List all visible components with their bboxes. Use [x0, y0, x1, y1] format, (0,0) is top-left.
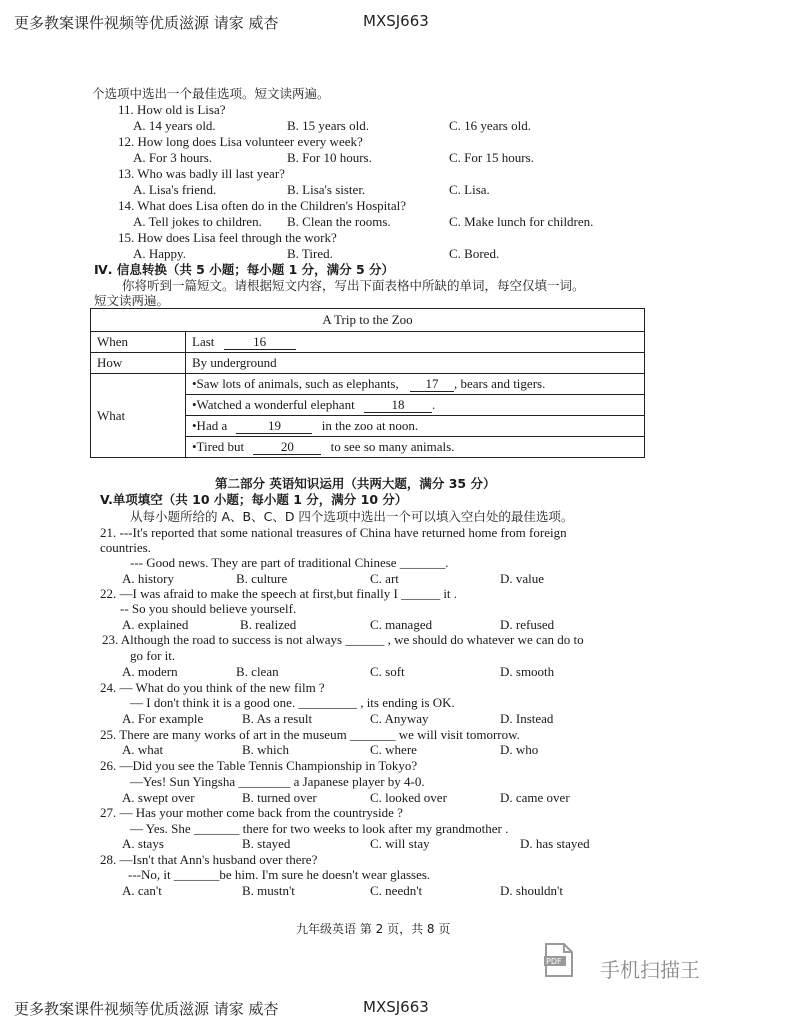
q28-line-1: 28. —Isn't that Ann's husband over there? [100, 852, 318, 867]
q22-option-b: B. realized [240, 617, 297, 632]
blank-20[interactable]: 20 [253, 440, 321, 455]
q23-line-1: 23. Although the road to success is not always ______ , we should do whatever we can do to [102, 632, 584, 647]
scanner-watermark: 手机扫描王 [600, 958, 700, 982]
q22-line-2: -- So you should believe yourself. [120, 601, 297, 616]
q25-line-1: 25. There are many works of art in the museum _______ we will visit tomorrow. [100, 727, 520, 742]
q26-option-c: C. looked over [370, 790, 447, 805]
q27-option-c: C. will stay [370, 836, 430, 851]
q21-line-3: --- Good news. They are part of traditional Chinese _______. [130, 555, 449, 570]
q26-option-b: B. turned over [242, 790, 317, 805]
q25-option-b: B. which [242, 742, 289, 757]
what-1-prefix: •Saw lots of animals, such as elephants, [192, 376, 399, 391]
q11-option-b: B. 15 years old. [287, 118, 369, 133]
table-label-how: How [91, 353, 186, 374]
header-code: MXSJ663 [363, 12, 429, 30]
q24-option-d: D. Instead [500, 711, 554, 726]
q26-line-1: 26. —Did you see the Table Tennis Championship in Tokyo? [100, 758, 418, 773]
reading-intro: 个选项中选出一个最佳选项。短文读两遍。 [92, 86, 330, 101]
page-number: 九年级英语 第 2 页，共 8 页 [296, 922, 451, 936]
q28-line-2: ---No, it _______be him. I'm sure he doesn't wear glasses. [128, 867, 431, 882]
q13-option-c: C. Lisa. [449, 182, 490, 197]
header-text: 更多教案课件视频等优质滋源 请家 威杏 [14, 14, 279, 32]
q12-option-b: B. For 10 hours. [287, 150, 372, 165]
q22-line-1: 22. —I was afraid to make the speech at first,but finally I ______ it . [100, 586, 458, 601]
what-2-suffix: . [431, 397, 436, 412]
q24-option-c: C. Anyway [370, 711, 429, 726]
q21-option-c: C. art [370, 571, 399, 586]
question-12: 12. How long does Lisa volunteer every week? [118, 134, 363, 149]
table-label-what: What [91, 374, 186, 458]
q26-option-d: D. came over [500, 790, 570, 805]
question-13: 13. Who was badly ill last year? [118, 166, 285, 181]
q23-option-d: D. smooth [500, 664, 555, 679]
table-row-what-4 [186, 437, 645, 458]
blank-16[interactable]: 16 [224, 335, 296, 350]
q14-option-c: C. Make lunch for children. [449, 214, 594, 229]
q12-option-c: C. For 15 hours. [449, 150, 534, 165]
q25-option-c: C. where [370, 742, 417, 757]
q15-option-c: C. Bored. [449, 246, 500, 261]
q24-option-a: A. For example [122, 711, 204, 726]
q24-line-2: — I don't think it is a good one. _________ , its ending is OK. [130, 695, 455, 710]
q11-option-a: A. 14 years old. [133, 118, 216, 133]
q25-option-d: D. who [500, 742, 539, 757]
q24-line-1: 24. — What do you think of the new film ? [100, 680, 325, 695]
q28-option-b: B. mustn't [242, 883, 295, 898]
q14-option-a: A. Tell jokes to children. [133, 214, 262, 229]
footer-text: 更多教案课件视频等优质滋源 请家 威杏 [14, 1000, 279, 1018]
q24-option-b: B. As a result [242, 711, 313, 726]
question-14: 14. What does Lisa often do in the Children's Hospital? [118, 198, 407, 213]
q21-option-d: D. value [500, 571, 545, 586]
blank-17[interactable]: 17 [410, 377, 454, 392]
table-row-when [186, 332, 645, 353]
q22-option-c: C. managed [370, 617, 433, 632]
q26-line-2: —Yes! Sun Yingsha ________ a Japanese player by 4-0. [130, 774, 425, 789]
q27-line-1: 27. — Has your mother come back from the countryside ? [100, 805, 403, 820]
question-15: 15. How does Lisa feel through the work? [118, 230, 337, 245]
q21-option-a: A. history [122, 571, 174, 586]
q12-option-a: A. For 3 hours. [133, 150, 213, 165]
footer-code: MXSJ663 [363, 998, 429, 1016]
q15-option-a: A. Happy. [133, 246, 186, 261]
q11-option-c: C. 16 years old. [449, 118, 531, 133]
table-title: A Trip to the Zoo [91, 309, 645, 332]
what-1-suffix: , bears and tigers. [454, 376, 546, 391]
table-row-what-1 [186, 374, 645, 395]
q27-line-2: — Yes. She _______ there for two weeks to look after my grandmother . [130, 821, 509, 836]
pdf-file-icon [544, 942, 574, 978]
what-2-prefix: •Watched a wonderful elephant [192, 397, 355, 412]
question-11: 11. How old is Lisa? [118, 102, 226, 117]
q28-option-a: A. can't [122, 883, 162, 898]
table-label-when: When [91, 332, 186, 353]
zoo-trip-table [90, 308, 645, 458]
q14-option-b: B. Clean the rooms. [287, 214, 391, 229]
q23-option-a: A. modern [122, 664, 178, 679]
q21-line-2: countries. [100, 540, 151, 555]
what-4-suffix: to see so many animals. [330, 439, 455, 454]
q22-option-a: A. explained [122, 617, 189, 632]
what-3-prefix: •Had a [192, 418, 228, 433]
q21-line-1: 21. ---It's reported that some national treasures of China have returned home from foreign [100, 525, 567, 540]
q28-option-c: C. needn't [370, 883, 423, 898]
svg-text:PDF: PDF [546, 957, 562, 966]
q26-option-a: A. swept over [122, 790, 195, 805]
blank-18[interactable]: 18 [364, 398, 432, 413]
part-2-title: 第二部分 英语知识运用（共两大题，满分 35 分） [215, 476, 496, 491]
when-prefix: Last [192, 334, 215, 349]
table-row-what-3 [186, 416, 645, 437]
q25-option-a: A. what [122, 742, 164, 757]
q27-option-b: B. stayed [242, 836, 291, 851]
q15-option-b: B. Tired. [287, 246, 333, 261]
section-4-instruction-2: 短文读两遍。 [94, 293, 170, 308]
blank-19[interactable]: 19 [236, 419, 312, 434]
table-how-value: By underground [186, 353, 645, 374]
q28-option-d: D. shouldn't [500, 883, 564, 898]
q13-option-b: B. Lisa's sister. [287, 182, 366, 197]
section-4-title: Ⅳ. 信息转换（共 5 小题；每小题 1 分，满分 5 分） [94, 262, 395, 277]
table-row-what-2 [186, 395, 645, 416]
what-3-suffix: in the zoo at noon. [321, 418, 419, 433]
q23-option-b: B. clean [236, 664, 279, 679]
q27-option-d: D. has stayed [520, 836, 590, 851]
q13-option-a: A. Lisa's friend. [133, 182, 217, 197]
what-4-prefix: •Tired but [192, 439, 245, 454]
q27-option-a: A. stays [122, 836, 164, 851]
q21-option-b: B. culture [236, 571, 288, 586]
q23-option-c: C. soft [370, 664, 405, 679]
section-4-instruction: 你将听到一篇短文。请根据短文内容，写出下面表格中所缺的单词，每空仅填一词。 [122, 278, 585, 293]
section-5-instruction: 从每小题所给的 A、B、C、D 四个选项中选出一个可以填入空白处的最佳选项。 [130, 509, 574, 524]
q22-option-d: D. refused [500, 617, 555, 632]
q23-line-2: go for it. [130, 648, 176, 663]
section-5-title: V.单项填空（共 10 小题；每小题 1 分，满分 10 分） [100, 492, 408, 507]
